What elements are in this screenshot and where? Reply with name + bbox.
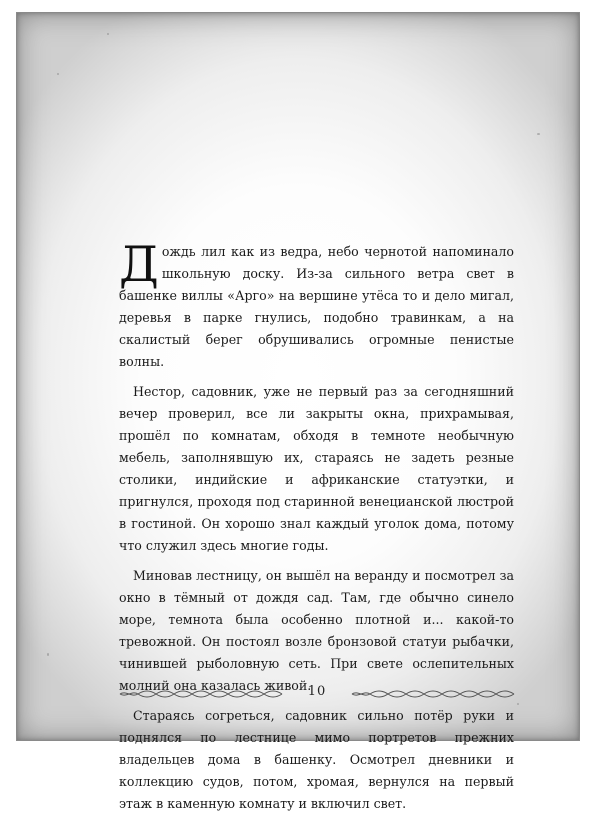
paragraph-3: Миновав лестницу, он вышёл на веранду и посмотрел за окно в тёмный от дождя сад. Там, где обычно синело море, темнота была особенно плотной и... какой-то тревожной. Он постоял возле бронзовой статуи рыбачки, чинившей рыболовную сеть. При свете ослепительных молний она казалась живой.	[119, 568, 514, 693]
paragraph-1	[119, 236, 514, 373]
paper-speck	[517, 703, 519, 705]
drop-cap: Д	[119, 236, 159, 293]
paper-speck	[57, 73, 59, 75]
story-text	[119, 236, 514, 823]
footer-ornament-right	[350, 690, 516, 698]
paragraph-1-text: ождь лил как из ведра, небо чернотой напоминало школьную доску. Из-за сильного ветра свет в башенке виллы «Арго» на вершине утёса то и дело мигал, деревья в парке гнулись, подобно травинкам, а на скалистый берег обрушивались огромные пенистые волны.	[119, 244, 514, 369]
paper-speck	[47, 653, 49, 656]
paragraph-2: Нестор, садовник, уже не первый раз за сегодняшний вечер проверил, все ли закрыты окна, прихрамывая, прошёл по комнатам, обходя в темноте необычную мебель, заполнявшую их, стараясь не задеть резные столики, индийские и африканские статуэтки, и пригнулся, проходя под старинной венецианской люстрой в гостиной. Он хорошо знал каждый уголок дома, потому что служил здесь многие годы.	[119, 384, 514, 553]
paper-speck	[537, 133, 540, 135]
paper-speck	[107, 33, 109, 35]
paragraph-4: Стараясь согреться, садовник сильно потёр руки и поднялся по лестнице мимо портретов прежних владельцев дома в башенку. Осмотрел дневники и коллекцию судов, потом, хромая, вернулся на первый этаж в каменную комнату и включил свет.	[119, 708, 514, 811]
page-footer	[118, 684, 516, 704]
page-number: 10	[307, 684, 327, 699]
